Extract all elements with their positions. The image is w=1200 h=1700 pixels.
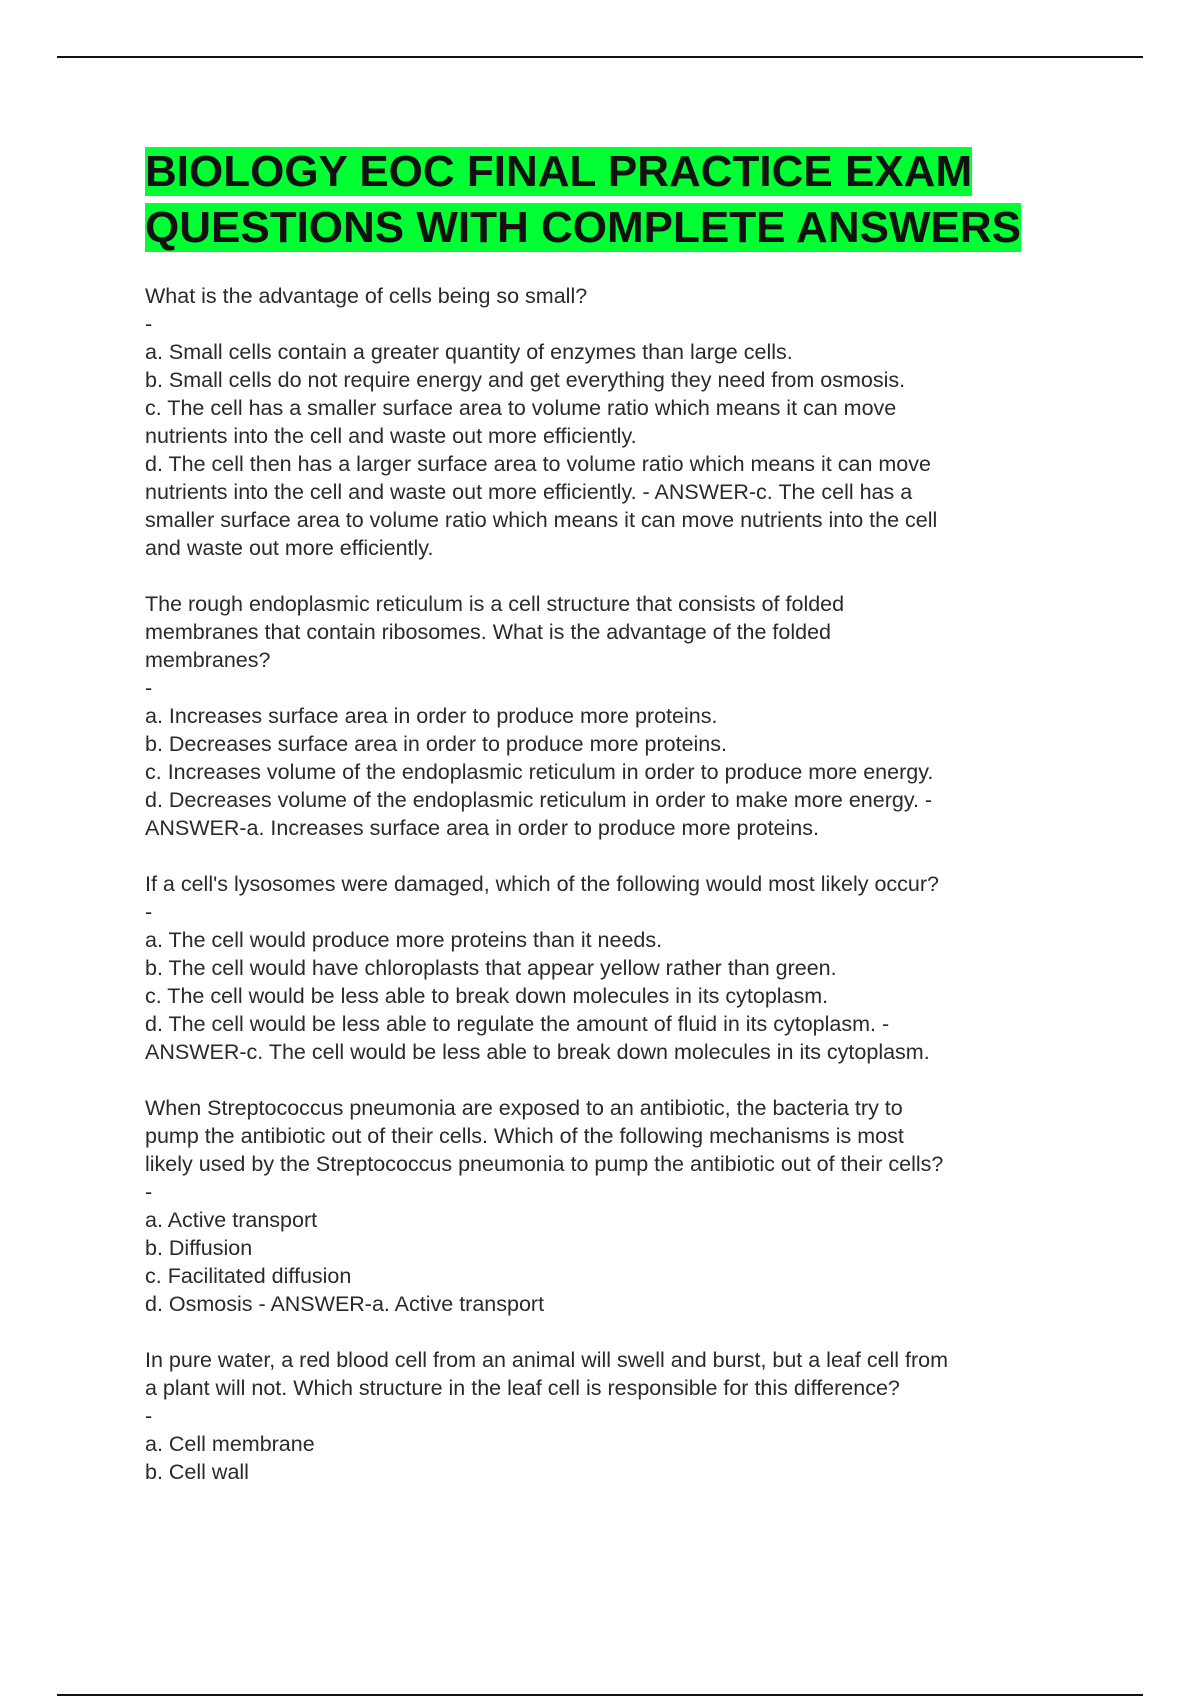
question-block-5: In pure water, a red blood cell from an animal will swell and burst, but a leaf cell from a plant will not. Which structure in the leaf cell is responsible for this difference? - a. Cell membrane b. Cell wall	[145, 1348, 949, 1484]
question-block-4: When Streptococcus pneumonia are exposed to an antibiotic, the bacteria try to pump the antibiotic out of their cells. Which of the following mechanisms is most likely used by the Streptococcus pneumonia to pump the antibiotic out of their cells? - a. Active transport b. Diffusion c. Facilitated diffusion d. Osmosis - ANSWER-a. Active transport	[145, 1096, 944, 1316]
document-body	[145, 144, 1065, 1514]
top-rule	[57, 56, 1143, 58]
question-block-1: What is the advantage of cells being so small? - a. Small cells contain a greater quantity of enzymes than large cells. b. Small cells do not require energy and get everything they need from osmosis. c. The cell has a smaller surface area to volume ratio which means it can move nutrients into the cell and waste out more efficiently. d. The cell then has a larger surface area to volume ratio which means it can move nutrients into the cell and waste out more efficiently. - ANSWER-c. The cell has a smaller surface area to volume ratio which means it can move nutrients into the cell and waste out more efficiently.	[145, 284, 938, 560]
title-highlight: BIOLOGY EOC FINAL PRACTICE EXAM QUESTIONS WITH COMPLETE ANSWERS	[145, 147, 1021, 252]
bottom-rule	[57, 1694, 1143, 1696]
question-block-2: The rough endoplasmic reticulum is a cell structure that consists of folded membranes that contain ribosomes. What is the advantage of the folded membranes? - a. Increases surface area in order to produce more proteins. b. Decreases surface area in order to produce more proteins. c. Increases volume of the endoplasmic reticulum in order to produce more energy. d. Decreases volume of the endoplasmic reticulum in order to make more energy. - ANSWER-a. Increases surface area in order to produce more proteins.	[145, 592, 934, 840]
document-title	[145, 144, 1065, 256]
question-block-3: If a cell's lysosomes were damaged, which of the following would most likely occur? - a. The cell would produce more proteins than it needs. b. The cell would have chloroplasts that appear yellow rather than green. c. The cell would be less able to break down molecules in its cytoplasm. d. The cell would be less able to regulate the amount of fluid in its cytoplasm. - ANSWER-c. The cell would be less able to break down molecules in its cytoplasm.	[145, 872, 939, 1064]
